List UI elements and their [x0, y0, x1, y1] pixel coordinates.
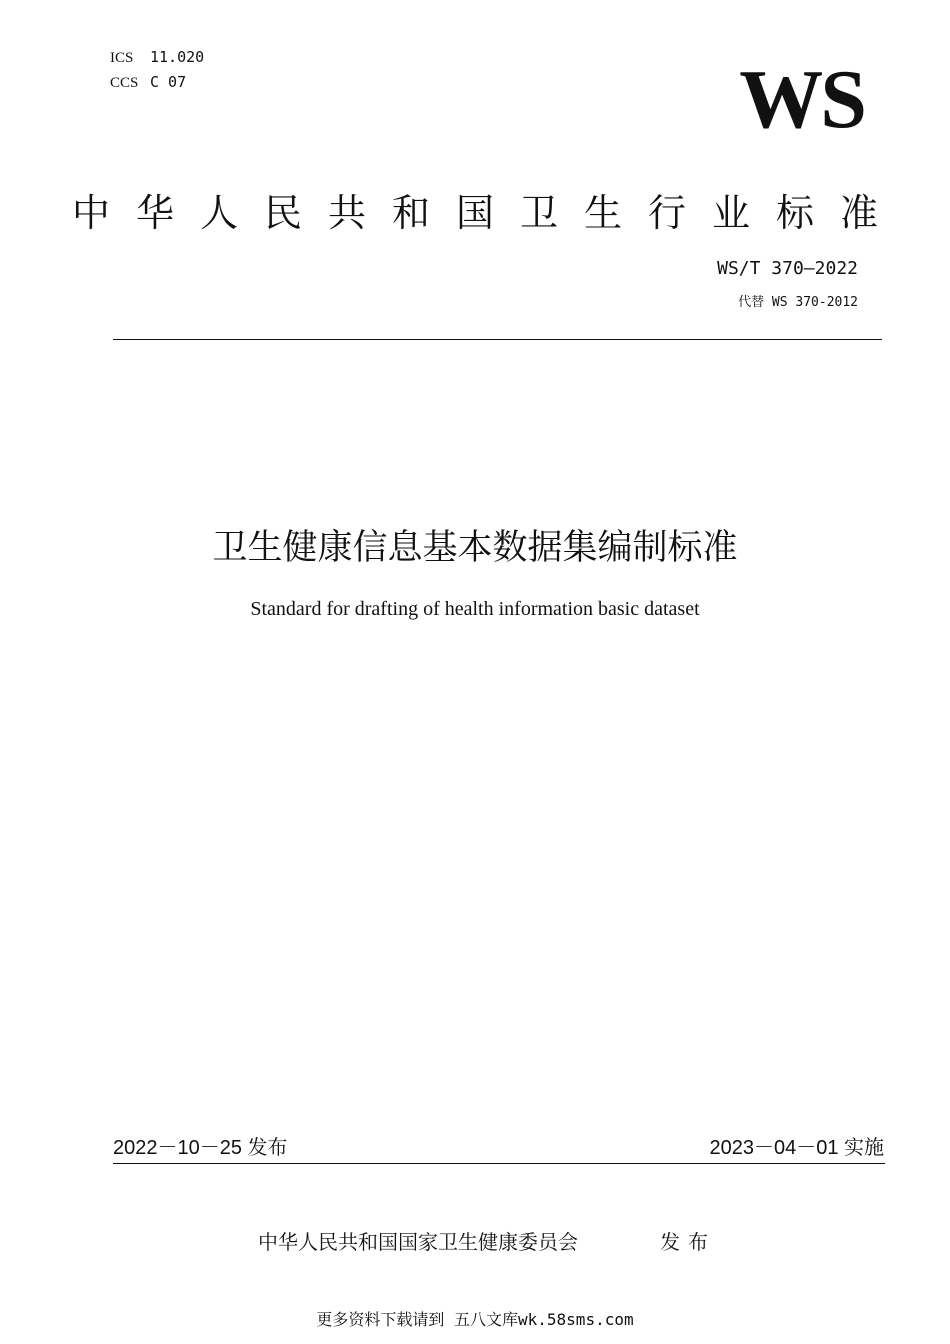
standard-number: WS/T 370—2022	[717, 258, 858, 279]
classification-codes	[110, 45, 204, 95]
issue-date: 2022－10－25 发布	[113, 1137, 288, 1159]
ccs-line	[110, 70, 204, 95]
replaces-standard: 代替 WS 370-2012	[738, 295, 858, 310]
document-title-cn: 卫生健康信息基本数据集编制标准	[212, 528, 738, 567]
ccs-value: C 07	[150, 73, 187, 91]
publisher-name: 中华人民共和国国家卫生健康委员会	[258, 1232, 578, 1254]
ics-value: 11.020	[150, 48, 205, 66]
ws-logo: WS	[739, 53, 864, 146]
org-title: 中华人民共和国卫生行业标准	[71, 193, 904, 235]
footer-watermark: 更多资料下载请到 五八文库wk.58sms.com	[316, 1310, 634, 1329]
top-divider	[113, 339, 882, 340]
ccs-label: CCS	[110, 75, 139, 91]
ics-line	[110, 45, 204, 70]
bottom-divider	[113, 1163, 885, 1164]
ics-label: ICS	[110, 50, 134, 66]
publish-label: 发布	[660, 1232, 716, 1254]
document-title-en: Standard for drafting of health information basic dataset	[250, 598, 700, 620]
implementation-date: 2023－04－01 实施	[709, 1137, 884, 1159]
